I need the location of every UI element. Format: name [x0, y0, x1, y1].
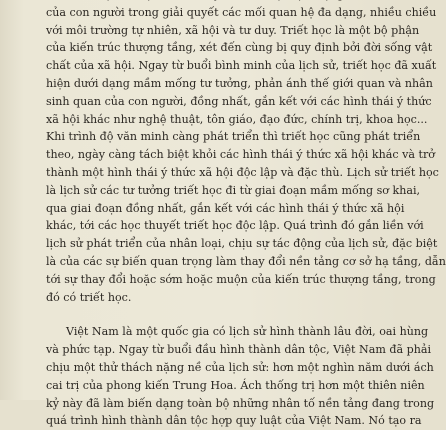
text-line: đó có triết học.	[46, 290, 132, 304]
text-line: là của các sự biến quan trọng làm thay đổi nền tảng cơ sở hạ tầng, dẫn	[46, 254, 446, 268]
text-line: chịu một thử thách nặng nề của lịch sử: hơn một nghìn năm dưới ách	[46, 360, 434, 374]
text-line: khác, tới các học thuyết triết học độc lập. Quá trình đó gắn liền với	[46, 219, 424, 233]
text-line: thành một hình thái ý thức xã hội độc lập và đặc thù. Lịch sử triết học	[46, 165, 439, 179]
text-line: với môi trường tự nhiên, xã hội và tư duy. Triết học là một bộ phận	[46, 23, 420, 37]
paragraph-2	[46, 323, 435, 430]
text-line: và phức tạp. Ngay từ buổi đầu hình thành dân tộc, Việt Nam đã phải	[46, 343, 432, 357]
text-line: sinh quan của con người, đồng nhất, gắn kết với các hình thái ý thức	[46, 94, 432, 108]
text-line: theo, ngày càng tách biệt khỏi các hình thái ý thức xã hội khác và trở	[46, 148, 435, 162]
text-line: cai trị của phong kiến Trung Hoa. Ách thống trị hơn một thiên niên	[46, 378, 425, 392]
text-line: Việt Nam là một quốc gia có lịch sử hình thành lâu đời, oai hùng	[66, 325, 429, 339]
text-line: chất của xã hội. Ngay từ buổi bình minh của lịch sử, triết học đã xuất	[46, 59, 437, 73]
text-line: lịch sử phát triển của nhân loại, chịu sự tác động của lịch sử, đặc biệt	[46, 237, 438, 251]
text-line: của kiến trúc thượng tầng, xét đến cùng bị quy định bởi đời sống vật	[46, 41, 433, 55]
body-text	[46, 0, 446, 430]
text-line: là lịch sử các tư tưởng triết học đi từ giai đoạn mầm mống sơ khai,	[46, 183, 421, 197]
text-line: kỷ này đã làm biến dạng toàn bộ những nhân tố nền tảng đang trong	[46, 396, 435, 410]
paragraph-1	[46, 0, 446, 306]
text-line: xã hội khác như nghệ thuật, tôn giáo, đạo đức, chính trị, khoa học...	[46, 112, 428, 126]
text-line: hiện dưới dạng mầm mống tư tưởng, phản ánh thế giới quan và nhân	[46, 76, 433, 90]
text-line: tới sự thay đổi hoặc sớm hoặc muộn của kiến trúc thượng tầng, trong	[46, 272, 436, 286]
text-line: của con người trong giải quyết các mối quan hệ đa dạng, nhiều chiều	[46, 5, 437, 19]
text-line: quá trình hình thành dân tộc hợp quy luật của Việt Nam. Nó tạo ra	[46, 414, 422, 428]
text-line: qua giai đoạn đồng nhất, gắn kết với các hình thái ý thức xã hội	[46, 201, 405, 215]
paragraph-spacer	[46, 306, 386, 323]
text-line: Khi trình độ văn minh càng phát triển thì triết học cũng phát triển	[46, 130, 421, 144]
